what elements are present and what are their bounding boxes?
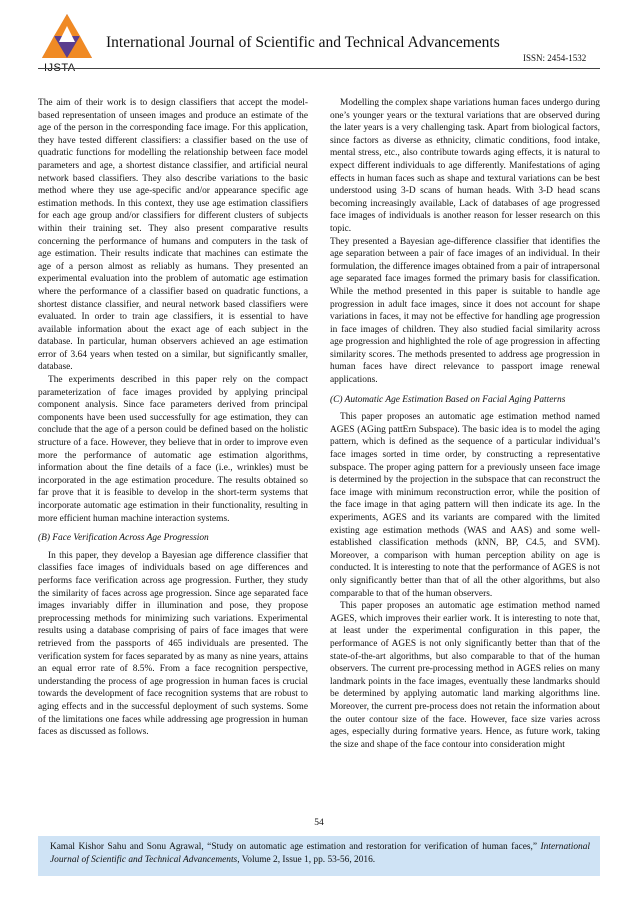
section-heading-c: (C) Automatic Age Estimation Based on Facial Aging Patterns <box>330 394 566 405</box>
right-paragraph-3: This paper proposes an automatic age estimation method named AGES (AGing pattErn Subspace). The basic idea is to model the aging pattern, which is defined as the sequence of a particular individual’s face images sorted in time order, by constructing a representative subspace. The proper aging pattern for a previously unseen face image is determined by the projection in the subspace that can reconstruct the face image with minimum reconstruction error, while the position of the face image in that aging pattern will then indicate its age. In the experiments, AGES and its variants are compared with the limited existing age estimation methods (WAS and AAS) and some well-established classification methods (kNN, BP, C4.5, and SVM). Moreover, a comparison with human perception ability on age is conducted. It is interesting to note that the performance of AGES is not only significantly better than that of all the other algorithms, but also comparable to that of the human observers. <box>330 412 600 599</box>
citation-authors-title: Kamal Kishor Sahu and Sonu Agrawal, “Study on automatic age estimation and restoration for verification of human faces,” <box>50 842 538 852</box>
left-paragraph-1: The aim of their work is to design classifiers that accept the model-based representation of unseen images and produce an estimate of the age of the person in the corresponding face image. For this application, they have tested different classifiers: a classifier based on the use of quadratic functions for modelling the relationship between face model parameters and age, a shortest distance classifier, and artificial neural network based classifiers. They also describe variations to the basic method where they use age-specific and/or appearance specific age estimation methods. In this context, they use age estimation classifiers for each age group and/or classifiers for different clusters of subjects within their training set. They also present comparative results concerning the performance of humans and computers in the task of age estimation. Their results indicate that machines can estimate the age of a person almost as reliably as humans. They presented an experimental evaluation into the problem of automatic age estimation where the performance of a classifier based on quadratic functions, a shortest distance classifier, and neural network based classifiers were evaluated. In order to train age classifiers, it is essential to have available information about the exact age of each subject in the database. In particular, human observers achieved an age estimation error of 3.64 years when tested on a similar, but significantly smaller, database. <box>38 98 308 373</box>
logo-text: IJSTA <box>44 62 76 74</box>
citation-footer <box>38 836 600 876</box>
right-paragraph-1: Modelling the complex shape variations human faces undergo during one’s younger years or the textural variations that are observed during the later years is a very challenging task. Apart from biological factors, since factors as diverse as ethnicity, climatic conditions, food intake, mental stress, etc., also contribute towards aging effects, it is natural to expect different individuals to age differently. Manifestations of aging effects in human faces such as shape and textural variations can be best understood using 3-D scans of human heads. With 3-D head scans becoming increasingly available, Lack of databases of age progressed face images of individuals is another reason for lesser research on this topic. <box>330 98 600 234</box>
right-paragraph-2: They presented a Bayesian age-difference classifier that identifies the age separation between a pair of face images of an individual. In their formulation, the difference images obtained from a pair of intrapersonal age separated face images formed the primary basis for classification. While the method presented in this paper is suitable to handle age progression in adult face images, since it does not account for shape variations in faces, it may not be effective for handling age progression in face images of children. They also studied facial similarity across age progression and highlighted the role of age progression in affecting similarity scores. The methods presented to address age progression in human faces have direct relevance to passport image renewal applications. <box>330 236 600 386</box>
logo-triangle-icon <box>40 12 94 62</box>
right-column <box>330 97 600 751</box>
journal-logo <box>40 12 94 80</box>
right-paragraph-4: This paper proposes an automatic age estimation method named AGES, which improves their earlier work. It is interesting to note that, at least under the experimental configuration in this paper, the performance of AGES is not only significantly better than that of the state-of-the-art algorithms, but also comparable to that of the human observers. The current pre-processing method in AGES relies on many landmark points in the face images, eventually these landmarks should be determined by applying automatic land marking algorithms line. Moreover, the current pre-process does not retain the information about the outer contour size of the face. However, face size varies across ages, especially during formative years. Hence, as future work, taking the size and shape of the face contour into consideration might <box>330 601 600 750</box>
header-rule <box>38 68 600 69</box>
left-column <box>38 97 308 739</box>
section-heading-b: (B) Face Verification Across Age Progression <box>38 533 209 544</box>
left-paragraph-2: The experiments described in this paper rely on the compact parameterization of face images provided by applying principal component analysis. Since face parameters derived from principal components have been used successfully for age estimation, they can conclude that the age of a person could be defined based on the holistic structure of a face. However, they believe that in order to improve even more the performance of automatic age estimation algorithms, information about the fine details of a face (i.e., wrinkles) must be incorporated in the age estimation procedure. The results obtained so far prove that it is feasible to develop in the short-term systems that incorporate automatic age estimation in their functionality, resulting in more efficient human machine interaction systems. <box>38 375 308 524</box>
issn: ISSN: 2454-1532 <box>523 53 587 63</box>
citation-details: , Volume 2, Issue 1, pp. 53-56, 2016. <box>237 854 376 865</box>
citation-journal: International Journal of Scientific and Technical Advancements <box>50 842 591 865</box>
journal-title: International Journal of Scientific and Technical Advancements <box>106 34 500 51</box>
page-number: 54 <box>314 818 324 828</box>
left-paragraph-3: In this paper, they develop a Bayesian age difference classifier that classifies face images of individuals based on age differences and performs face verification across age progression. Further, they study the similarity of faces across age progression. Since age separated face images invariably differ in illumination and pose, they propose preprocessing methods for minimizing such variations. Experimental results using a database comprising of pairs of face images that were retrieved from the passports of 465 individuals are presented. The verification system for faces separated by as many as nine years, attains an equal error rate of 8.5%. From a face recognition perspective, understanding the process of age progression in human faces is crucial towards the development of face recognition systems that are robust to aging effects and in the successful deployment of such systems. Some of the limitations one faces while addressing age progression in human faces as discussed as follows. <box>38 550 308 738</box>
